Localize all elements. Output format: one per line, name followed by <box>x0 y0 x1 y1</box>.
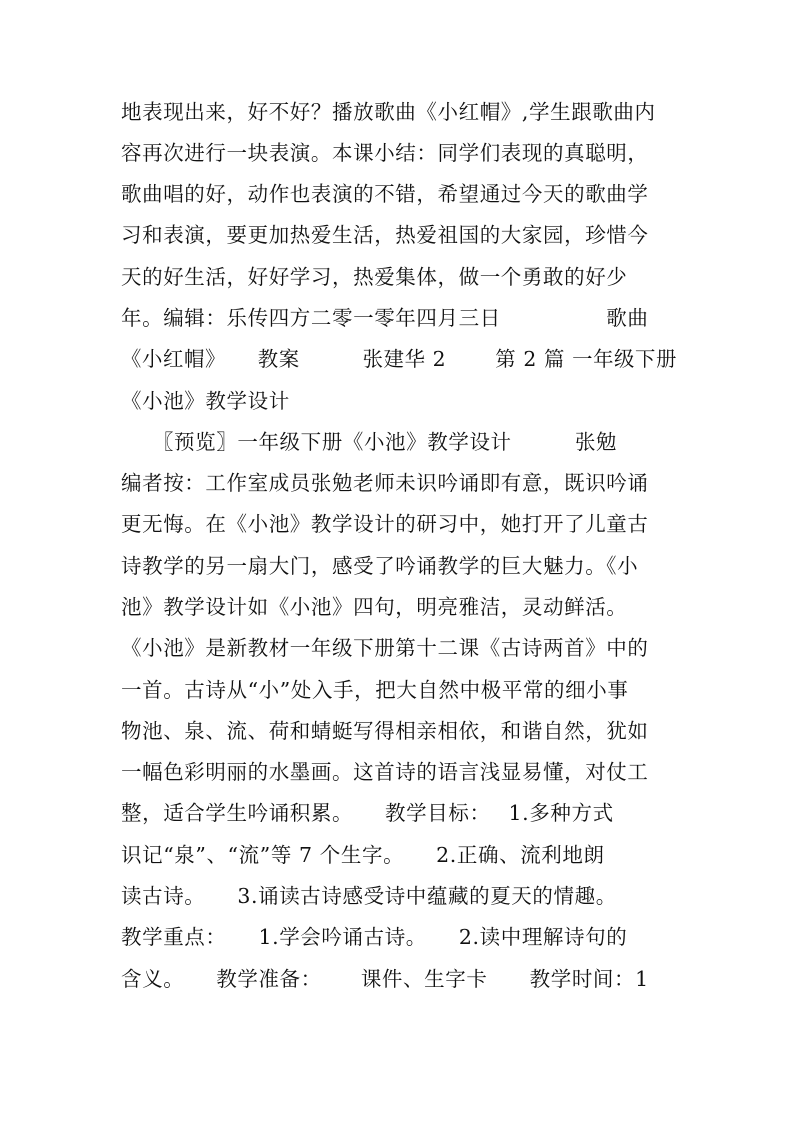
text-line: 读古诗。 3.诵读古诗感受诗中蕴藏的夏天的情趣。 <box>121 884 617 908</box>
text-line: 地表现出来，好不好？播放歌曲《小红帽》,学生跟歌曲内 <box>121 100 656 124</box>
text-line: 池》教学设计如《小池》四句，明亮雅洁，灵动鲜活。 <box>121 595 628 619</box>
text-line: 物池、泉、流、荷和蜻蜓写得相亲相依，和谐自然，犹如 <box>121 719 649 743</box>
text-line: 整，适合学生吟诵积累。 教学目标： 1.多种方式 <box>121 801 614 825</box>
text-line: 含义。 教学准备： 课件、生字卡 教学时间：1 <box>121 967 649 991</box>
text-line: 识记“泉”、“流”等 7 个生字。 2.正确、流利地朗 <box>121 843 605 867</box>
text-line: 教学重点： 1.学会吟诵古诗。 2.读中理解诗句的 <box>121 925 628 949</box>
text-line: 容再次进行一块表演。本课小结：同学们表现的真聪明， <box>121 141 649 165</box>
text-line: 一首。古诗从“小”处入手，把大自然中极平常的细小事 <box>121 678 629 702</box>
text-line: 诗教学的另一扇大门，感受了吟诵教学的巨大魅力。《小 <box>121 554 639 578</box>
text-line: 〖预览〗一年级下册《小池》教学设计 张勉 <box>121 430 618 454</box>
text-line: 《小红帽》 教案 张建华 2 第 2 篇 一年级下册 <box>121 347 678 371</box>
text-line: 歌曲唱的好，动作也表演的不错，希望通过今天的歌曲学 <box>121 182 649 206</box>
text-line: 《小池》教学设计 <box>121 389 290 413</box>
text-line: 更无悔。在《小池》教学设计的研习中，她打开了儿童古 <box>121 512 649 536</box>
text-line: 《小池》是新教材一年级下册第十二课《古诗两首》中的 <box>121 636 649 660</box>
text-line: 习和表演，要更加热爱生活，热爱祖国的大家园，珍惜今 <box>121 223 649 247</box>
text-line: 天的好生活，好好学习，热爱集体，做一个勇敢的好少 <box>121 265 628 289</box>
text-line: 编者按：工作室成员张勉老师未识吟诵即有意，既识吟诵 <box>121 471 649 495</box>
text-line: 年。编辑：乐传四方二零一零年四月三日 歌曲 <box>121 306 649 330</box>
text-line: 一幅色彩明丽的水墨画。这首诗的语言浅显易懂，对仗工 <box>121 760 649 784</box>
